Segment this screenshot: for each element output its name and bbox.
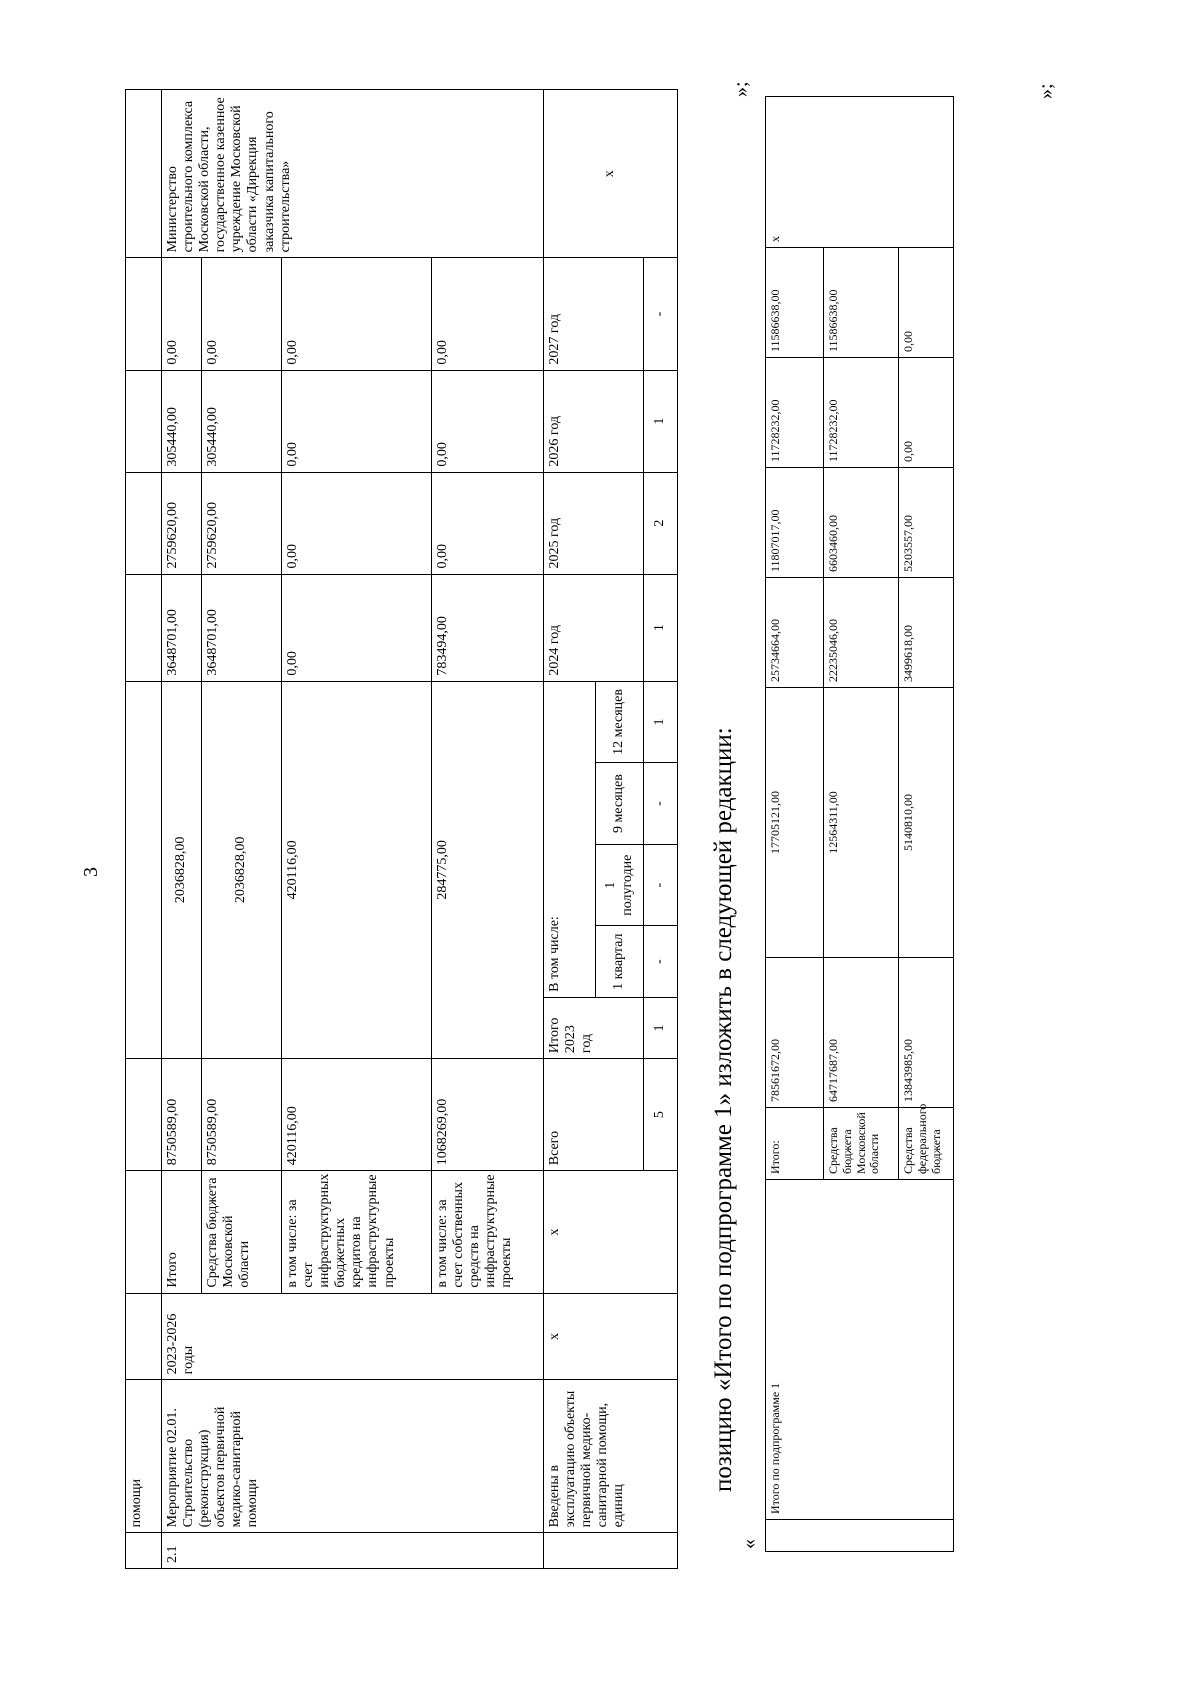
result-value: 2 xyxy=(644,472,678,574)
result-label: Введены в эксплуатацию объекты первичной медико-санитарной помощи, единиц xyxy=(544,1380,678,1533)
measure-table xyxy=(125,89,678,1569)
cell-2024: 3499618,00 xyxy=(899,578,954,688)
cell-total: 78561672,00 xyxy=(766,958,824,1108)
cell-2026: 305440,00 xyxy=(162,370,202,472)
closing-quote: »; xyxy=(1035,83,1057,99)
cell-2025: 2759620,00 xyxy=(202,472,282,574)
page-number: 3 xyxy=(80,867,102,877)
result-x: х xyxy=(544,90,678,258)
cell-total: 64717687,00 xyxy=(824,958,899,1108)
result-total-label: Всего xyxy=(544,1059,644,1171)
cell-2027: 0,00 xyxy=(202,258,282,370)
subprogram-label: Итого по подпрограмме 1 xyxy=(766,1180,954,1520)
cell-2025: 11807017,00 xyxy=(766,468,824,578)
result-value: - xyxy=(644,258,678,370)
cell-2026: 0,00 xyxy=(432,370,544,472)
result-value: - xyxy=(644,926,678,997)
result-year-2024: 2024 год xyxy=(544,574,644,681)
cell-2027: 11586638,00 xyxy=(766,248,824,358)
measure-name: Мероприятие 02.01. Строительство (реконструкция) объектов первичной медико-санитарной помощи xyxy=(162,1380,544,1533)
cell-2024: 0,00 xyxy=(282,574,432,681)
cell-2027: 0,00 xyxy=(899,248,954,358)
header-cell: помощи xyxy=(126,1380,162,1533)
result-year-2025: 2025 год xyxy=(544,472,644,574)
subprogram-x: х xyxy=(766,97,954,248)
cell-2025: 5203557,00 xyxy=(899,468,954,578)
result-m9: 9 месяцев xyxy=(596,763,644,845)
measure-period: 2023-2026 годы xyxy=(162,1293,544,1380)
result-q1: 1 квартал xyxy=(596,926,644,997)
subprogram-total-table xyxy=(765,96,954,1552)
cell-2026: 11728232,00 xyxy=(766,358,824,468)
cell-2025: 0,00 xyxy=(282,472,432,574)
executor: Министерство строительного комплекса Московской области, государственное казенное учреждение Московской области «Дирекция заказчика капитального строительства» xyxy=(162,90,544,258)
cell-2023: 17705121,00 xyxy=(766,688,824,958)
funding-source: Средства федерального бюджета xyxy=(899,1108,954,1180)
funding-source: Средства бюджета Московской области xyxy=(824,1108,899,1180)
cell-2026: 0,00 xyxy=(282,370,432,472)
result-itogo-2023: Итого 2023 год xyxy=(544,997,644,1058)
cell-2023: 420116,00 xyxy=(282,681,432,1058)
closing-quote: »; xyxy=(730,81,752,97)
cell-2023: 2036828,00 xyxy=(162,681,202,1058)
funding-source: Средства бюджета Московской области xyxy=(202,1171,282,1293)
result-value: - xyxy=(644,763,678,845)
result-x: х xyxy=(544,1171,678,1293)
cell-2026: 0,00 xyxy=(899,358,954,468)
funding-source: в том числе: за счет собственных средств на инфраструктурные проекты xyxy=(432,1171,544,1293)
cell-total: 8750589,00 xyxy=(162,1059,202,1171)
cell-2023: 12564311,00 xyxy=(824,688,899,958)
table-row xyxy=(766,97,824,1552)
funding-source: Итого: xyxy=(766,1108,824,1180)
cell-total: 13843985,00 xyxy=(899,958,954,1108)
cell-2024: 3648701,00 xyxy=(162,574,202,681)
cell-total: 8750589,00 xyxy=(202,1059,282,1171)
cell-2025: 0,00 xyxy=(432,472,544,574)
result-value: - xyxy=(644,844,678,926)
result-x: х xyxy=(544,1293,678,1380)
cell-2023: 2036828,00 xyxy=(202,681,282,1058)
result-including: В том числе: xyxy=(544,681,596,997)
result-value: 1 xyxy=(644,681,678,763)
cell-2027: 0,00 xyxy=(162,258,202,370)
cell-2026: 11728232,00 xyxy=(824,358,899,468)
result-value: 1 xyxy=(644,997,678,1058)
table-row xyxy=(162,90,202,1569)
result-year-2026: 2026 год xyxy=(544,370,644,472)
cell-2025: 2759620,00 xyxy=(162,472,202,574)
row-number: 2.1 xyxy=(162,1533,544,1569)
result-year-2027: 2027 год xyxy=(544,258,644,370)
amendment-heading: позицию «Итого по подпрограмме 1» изложить в следующей редакции: xyxy=(710,727,737,1492)
cell-2026: 305440,00 xyxy=(202,370,282,472)
result-m12: 12 месяцев xyxy=(596,681,644,763)
cell-2027: 11586638,00 xyxy=(824,248,899,358)
cell-2024: 25734664,00 xyxy=(766,578,824,688)
result-value: 5 xyxy=(644,1059,678,1171)
cell-2027: 0,00 xyxy=(282,258,432,370)
cell-2023: 284775,00 xyxy=(432,681,544,1058)
cell-2023: 5140810,00 xyxy=(899,688,954,958)
cell-2027: 0,00 xyxy=(432,258,544,370)
cell-2024: 3648701,00 xyxy=(202,574,282,681)
cell-2024: 22235046,00 xyxy=(824,578,899,688)
funding-source: Итого xyxy=(162,1171,202,1293)
cell-total: 420116,00 xyxy=(282,1059,432,1171)
result-value: 1 xyxy=(644,370,678,472)
opening-quote: « xyxy=(738,1539,760,1549)
cell-2024: 783494,00 xyxy=(432,574,544,681)
result-h1: 1 полугодие xyxy=(596,844,644,926)
result-header-row xyxy=(544,90,596,1569)
result-value: 1 xyxy=(644,574,678,681)
funding-source: в том числе: за счет инфраструктурных бюджетных кредитов на инфраструктурные проекты xyxy=(282,1171,432,1293)
cell-2025: 6603460,00 xyxy=(824,468,899,578)
header-row xyxy=(126,90,162,1569)
cell-total: 1068269,00 xyxy=(432,1059,544,1171)
